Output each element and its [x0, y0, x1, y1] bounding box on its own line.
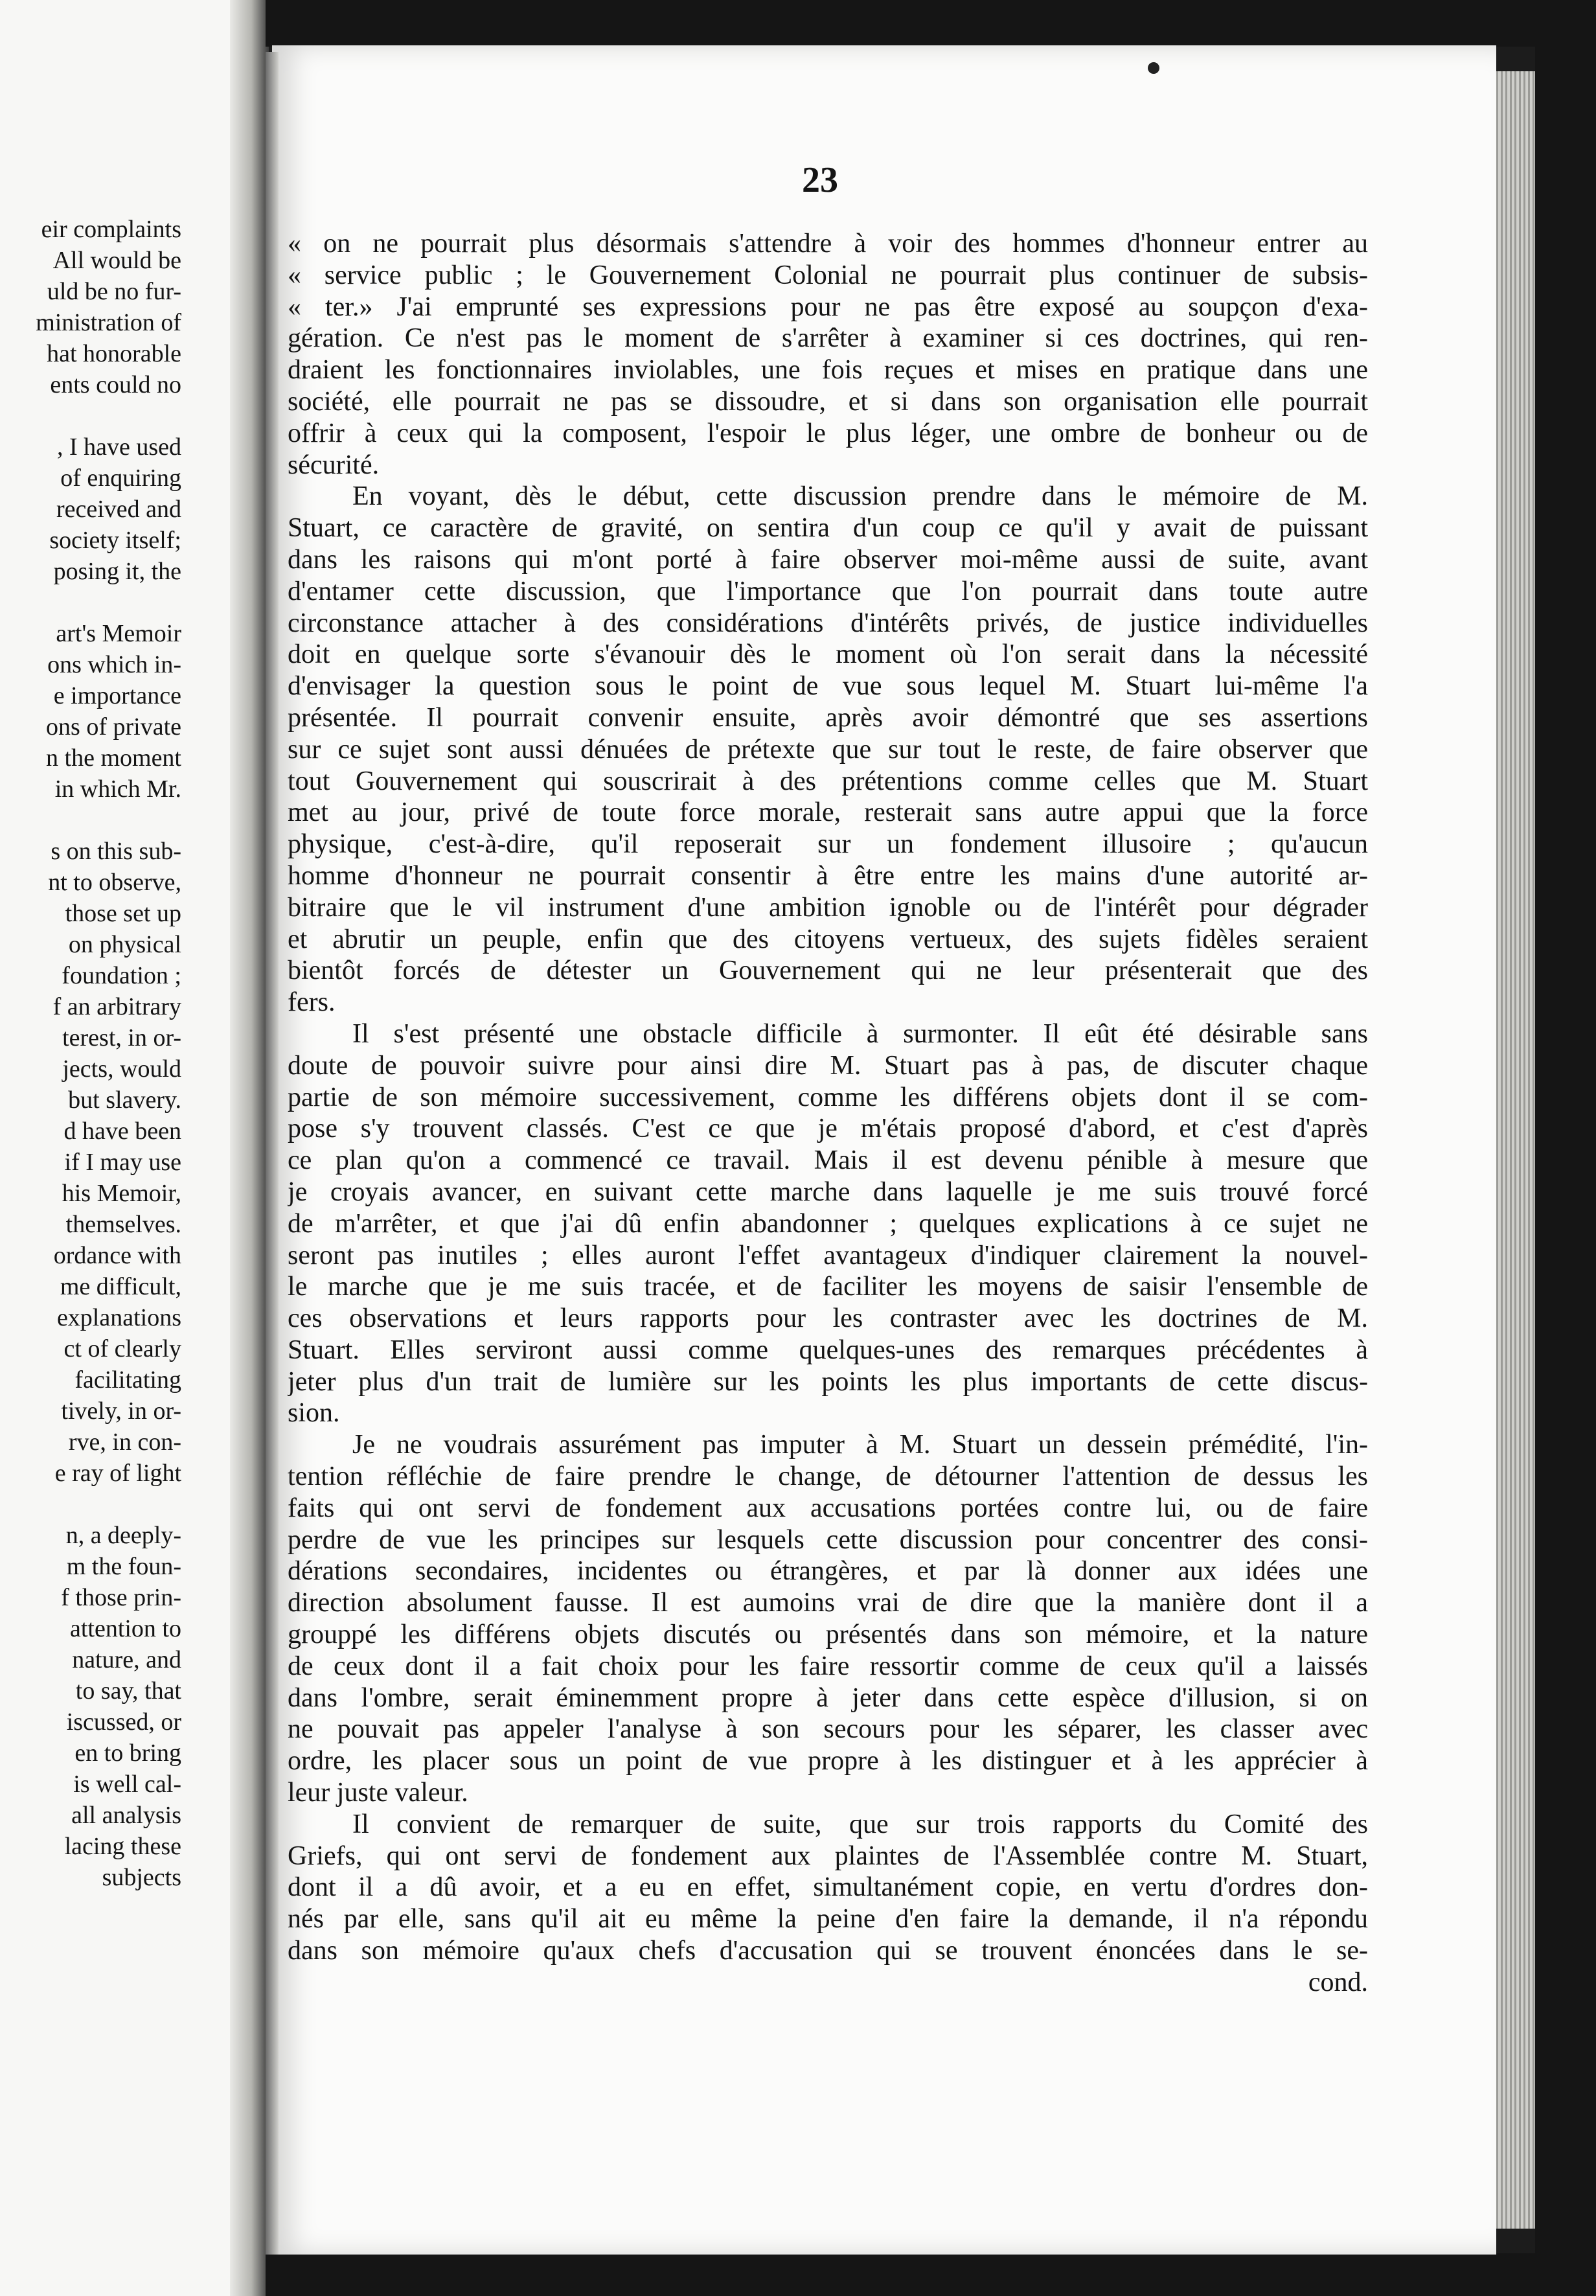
previous-page-line: foundation ; [62, 962, 181, 989]
page-fold-shadow [266, 52, 279, 2255]
scan-bottom-border [266, 2253, 1596, 2296]
scan-top-border [266, 0, 1596, 47]
text-line: faits qui ont servi de fondement aux accusations portées contre lui, ou de faire [288, 1493, 1368, 1523]
text-line: ne pouvait pas appeler l'analyse à son secours pour les séparer, les classer avec [288, 1714, 1368, 1745]
previous-page-line: subjects [102, 1864, 181, 1891]
text-line: dans son mémoire qu'aux chefs d'accusation qui se trouvent énoncées dans le se- [288, 1936, 1368, 1966]
text-line: nés par elle, sans qu'il ait eu même la peine d'en faire la demande, il n'a répondu [288, 1904, 1368, 1934]
previous-page-line: f an arbitrary [52, 993, 181, 1020]
previous-page-line: m the foun- [66, 1553, 181, 1580]
text-line: jeter plus d'un trait de lumière sur les points les plus importants de cette discus- [288, 1366, 1368, 1397]
previous-page-line: art's Memoir [56, 620, 181, 647]
previous-page-line: terest, in or- [62, 1024, 181, 1051]
text-line: ces observations et leurs rapports pour les contraster avec les doctrines de M. [288, 1303, 1368, 1334]
previous-page-line: uld be no fur- [47, 278, 181, 305]
text-line: ce plan qu'on a commencé ce travail. Mais il est devenu pénible à mesure que [288, 1145, 1368, 1176]
previous-page-line: if I may use [64, 1149, 181, 1176]
previous-page-line: ordance with [53, 1242, 181, 1269]
previous-page-line: hat honorable [47, 340, 181, 367]
text-line: et abrutir un peuple, enfin que des citoyens vertueux, des sujets fidèles seraient [288, 924, 1368, 954]
text-line: doute de pouvoir suivre pour ainsi dire M. Stuart pas à pas, de discuter chaque [288, 1050, 1368, 1081]
text-line: société, elle pourrait ne pas se dissoudre, et si dans son organisation elle pourrait [288, 386, 1368, 417]
previous-page-line: to say, that [75, 1677, 181, 1705]
page-number: 23 [802, 160, 838, 200]
previous-page-line: me difficult, [60, 1273, 181, 1300]
text-line: perdre de vue les principes sur lesquels cette discussion pour concentrer des consi- [288, 1524, 1368, 1555]
previous-page-line: ministration of [36, 309, 181, 336]
previous-page-line: s on this sub- [51, 838, 181, 865]
text-line: de ceux dont il a fait choix pour les faire ressortir comme de ceux qu'il a laissés [288, 1651, 1368, 1681]
previous-page-line: ons of private [46, 713, 181, 740]
previous-page-line: n the moment [46, 744, 181, 772]
text-line: bitraire que le vil instrument d'une ambition ignoble ou de l'intérêt pour dégrader [288, 892, 1368, 923]
text-line: Griefs, qui ont servi de fondement aux plaintes de l'Assemblée contre M. Stuart, [288, 1841, 1368, 1871]
page-body [288, 228, 1368, 1999]
text-line: sion. [288, 1398, 340, 1429]
previous-page-line: but slavery. [68, 1086, 181, 1114]
text-line: Il s'est présenté une obstacle difficile à surmonter. Il eût été désirable sans [352, 1018, 1368, 1049]
previous-page-line: received and [56, 496, 181, 523]
text-line: je croyais avancer, en suivant cette marche dans laquelle je me suis trouvé forcé [288, 1177, 1368, 1207]
previous-page-line: his Memoir, [62, 1180, 181, 1207]
text-line: tention réfléchie de faire prendre le change, de détourner l'attention de dessus les [288, 1462, 1368, 1492]
text-line: doit en quelque sorte s'évanouir dès le moment où l'on serait dans la nécessité [288, 639, 1368, 670]
page-stack-edge [1496, 71, 1535, 2229]
text-line: sur ce sujet sont aussi dénuées de prétexte que sur tout le reste, de faire observer que [288, 734, 1368, 764]
text-line: cond. [1308, 1967, 1368, 1997]
ink-spot [1148, 62, 1159, 74]
previous-page-line: on physical [68, 931, 181, 958]
previous-page-line: n, a deeply- [65, 1522, 181, 1549]
text-line: sécurité. [288, 450, 380, 480]
previous-page-line: e ray of light [54, 1460, 181, 1487]
previous-page-line: iscussed, or [66, 1708, 181, 1736]
text-line: le marche que je me suis tracée, et de faciliter les moyens de saisir l'ensemble de [288, 1272, 1368, 1302]
previous-page-line: lacing these [64, 1833, 181, 1860]
previous-page-line: All would be [52, 247, 181, 274]
previous-page-line: is well cal- [73, 1771, 181, 1798]
previous-page-line: all analysis [71, 1802, 181, 1829]
scan-right-border [1535, 0, 1596, 2296]
text-line: dans les raisons qui m'ont porté à faire observer moi-même aussi de suite, avant [288, 544, 1368, 575]
text-line: circonstance attacher à des considérations d'intérêts privés, de justice individuelles [288, 608, 1368, 638]
text-line: draient les fonctionnaires inviolables, une fois reçues et mises en pratique dans une [288, 355, 1368, 385]
text-line: pose s'y trouvent classés. C'est ce que je m'étais proposé d'abord, et c'est d'après [288, 1114, 1368, 1144]
text-line: Il convient de remarquer de suite, que sur trois rapports du Comité des [352, 1809, 1368, 1839]
text-line: Stuart. Elles serviront aussi comme quelques-unes des remarques précédentes à [288, 1335, 1368, 1365]
text-line: bientôt forcés de détester un Gouvernement qui ne leur présenterait que des [288, 956, 1368, 986]
previous-page-line: themselves. [65, 1211, 181, 1238]
previous-page-line: of enquiring [60, 465, 181, 492]
previous-page-line: in which Mr. [54, 775, 181, 803]
text-line: grouppé les différens objets discutés ou présentés dans son mémoire, et la nature [288, 1620, 1368, 1650]
previous-page-line: nt to observe, [48, 869, 181, 896]
previous-page-line: ents could no [50, 371, 181, 398]
text-line: Je ne voudrais assurément pas imputer à M. Stuart un dessein prémédité, l'in- [352, 1430, 1368, 1460]
text-line: gération. Ce n'est pas le moment de s'arrêter à examiner si ces doctrines, qui ren- [288, 323, 1368, 354]
previous-page-line: society itself; [49, 527, 181, 554]
previous-page-line: f those prin- [61, 1584, 181, 1611]
previous-page-line: facilitating [74, 1366, 181, 1394]
previous-page-line: , I have used [56, 433, 181, 461]
previous-page-line: ons which in- [47, 651, 181, 678]
previous-page-line: explanations [56, 1304, 181, 1331]
text-line: leur juste valeur. [288, 1778, 468, 1808]
text-line: dont il a dû avoir, et a eu en effet, simultanément copie, en vertu d'ordres don- [288, 1872, 1368, 1903]
previous-page-line: nature, and [72, 1646, 181, 1673]
text-line: partie de son mémoire successivement, comme les différens objets dont il se com- [288, 1082, 1368, 1112]
text-line: fers. [288, 987, 336, 1018]
text-line: offrir à ceux qui la composent, l'espoir le plus léger, une ombre de bonheur ou de [288, 418, 1368, 448]
previous-page-line: d have been [63, 1118, 181, 1145]
previous-page-line: e importance [53, 682, 181, 709]
previous-page-line: attention to [69, 1615, 181, 1642]
text-line: présentée. Il pourrait convenir ensuite, après avoir démontré que ses assertions [288, 702, 1368, 733]
previous-page-line: eir complaints [41, 216, 181, 243]
text-line: seront pas inutiles ; elles auront l'effet avantageux d'indiquer clairement la nouvel- [288, 1240, 1368, 1270]
text-line: met au jour, privé de toute force morale, resterait sans autre appui que la force [288, 798, 1368, 828]
text-line: tout Gouvernement qui souscrirait à des prétentions comme celles que M. Stuart [288, 766, 1368, 796]
text-line: En voyant, dès le début, cette discussion prendre dans le mémoire de M. [352, 481, 1368, 512]
previous-page-line: posing it, the [53, 558, 181, 585]
previous-page-line: those set up [65, 900, 181, 927]
previous-page-line: jects, would [62, 1055, 181, 1083]
text-line: physique, c'est-à-dire, qu'il reposerait sur un fondement illusoire ; qu'aucun [288, 829, 1368, 860]
book-gutter [230, 0, 269, 2296]
text-line: « service public ; le Gouvernement Colonial ne pourrait plus continuer de subsis- [288, 260, 1368, 290]
text-line: de m'arrêter, et que j'ai dû enfin abandonner ; quelques explications à ce sujet ne [288, 1208, 1368, 1239]
previous-page-line: rve, in con- [68, 1429, 181, 1456]
previous-page-line: tively, in or- [61, 1397, 181, 1425]
text-line: dans l'ombre, serait éminemment propre à jeter dans cette espèce d'illusion, si on [288, 1682, 1368, 1713]
text-line: homme d'honneur ne pourrait consentir à être entre les mains d'une autorité ar- [288, 860, 1368, 891]
text-line: ordre, les placer sous un point de vue propre à les distinguer et à les apprécier à [288, 1746, 1368, 1776]
text-line: Stuart, ce caractère de gravité, on sentira d'un coup ce qu'il y avait de puissant [288, 513, 1368, 544]
previous-page-line: en to bring [74, 1739, 181, 1767]
text-line: « on ne pourrait plus désormais s'attendre à voir des hommes d'honneur entrer au [288, 229, 1368, 258]
text-line: dérations secondaires, incidentes ou étrangères, et par là donner aux idées une [288, 1556, 1368, 1587]
previous-page-line: ct of clearly [63, 1335, 181, 1362]
text-line: d'entamer cette discussion, que l'importance que l'on pourrait dans toute autre [288, 576, 1368, 606]
text-line: direction absolument fausse. Il est aumoins vrai de dire que la manière dont il a [288, 1588, 1368, 1618]
text-line: « ter.» J'ai emprunté ses expressions pour ne pas être exposé au soupçon d'exa- [288, 292, 1368, 322]
text-line: d'envisager la question sous le point de vue sous lequel M. Stuart lui-même l'a [288, 671, 1368, 702]
